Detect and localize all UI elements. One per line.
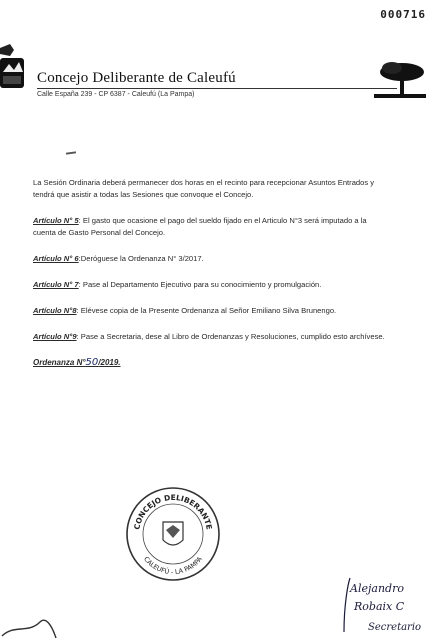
article-7 [33, 279, 388, 291]
coat-of-arms-icon [0, 42, 28, 92]
article-8 [33, 305, 388, 317]
article-9 [33, 331, 388, 343]
article-sep: : [78, 280, 83, 289]
org-name: Concejo Deliberante de Caleufú [37, 70, 236, 86]
org-address: Calle España 239 - CP 6387 - Caleufú (La Pampa) [37, 91, 195, 98]
seal-emblem-icon [163, 522, 183, 545]
header-rule [37, 88, 397, 89]
page-number: 000716 [380, 8, 426, 21]
signature-line-3: Secretario [368, 622, 422, 633]
article-label: Artículo N° 7 [33, 280, 79, 289]
article-sep: : [78, 254, 81, 263]
document-body [33, 177, 388, 383]
article-5 [33, 215, 388, 239]
article-sep: : [76, 332, 81, 341]
article-text: Pase a Secretaria, dese al Libro de Ordenanzas y Resoluciones, cumplido esto archívese. [80, 332, 385, 341]
stray-mark [66, 151, 76, 154]
ordinance-number [33, 357, 388, 369]
seal-top-text: CONCEJO DELIBERANTE [132, 493, 214, 531]
article-text: Deróguese la Ordenanza N° 3/2017. [80, 254, 204, 263]
margin-ink-mark [0, 612, 58, 639]
signature-line-1: Alejandro [350, 582, 404, 595]
article-6 [33, 253, 388, 265]
article-label: Artículo N° 5 [33, 216, 79, 225]
article-sep: : [76, 306, 81, 315]
signature-line-2: Robaix C [354, 600, 405, 613]
article-text: El gasto que ocasione el pago del sueldo fijado en el Articulo N°3 será imputado a la cuenta de Gasto Personal del Concejo. [33, 216, 367, 237]
handwritten-signature [338, 574, 426, 639]
article-text: Pase al Departamento Ejecutivo para su conocimiento y promulgación. [82, 280, 322, 289]
article-label: Artículo N° 6 [33, 254, 79, 263]
tree-logo-icon [370, 56, 426, 102]
article-text: Elévese copia de la Presente Ordenanza al Señor Emiliano Silva Brunengo. [80, 306, 337, 315]
article-sep: : [78, 216, 83, 225]
ordinance-prefix: Ordenanza N° [33, 358, 86, 367]
ordinance-suffix: /2019. [98, 358, 121, 367]
article-label: Artículo N°9 [33, 332, 77, 341]
ordinance-handwritten-number: 50 [85, 357, 99, 368]
seal-bottom-text: CALEUFÚ - LA PAMPA [142, 555, 204, 577]
intro-paragraph: La Sesión Ordinaria deberá permanecer dos horas en el recinto para recepcionar Asuntos Entrados y tendrá que asistir a todas las Sesiones que convoque el Concejo. [33, 178, 375, 199]
article-label: Artículo N°8 [33, 306, 77, 315]
official-seal-stamp [125, 486, 221, 582]
svg-text:CALEUFÚ - LA PAMPA [142, 555, 204, 576]
